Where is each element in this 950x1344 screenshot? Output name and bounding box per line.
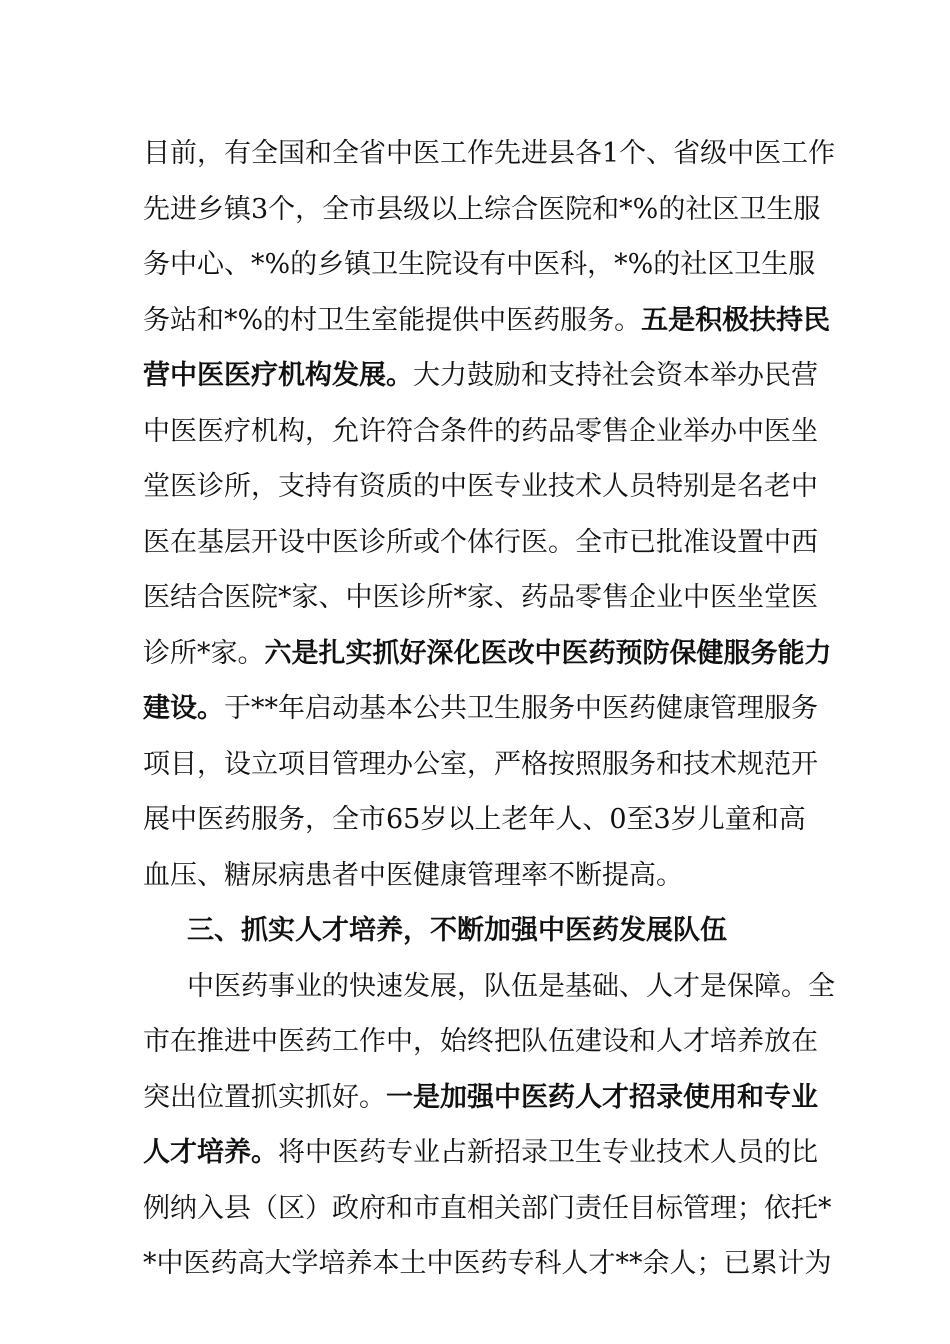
text-line-20: 例纳入县（区）政府和市直相关部门责任目标管理；依托* — [143, 1192, 832, 1224]
text-line-9: 医结合医院*家、中医诊所*家、药品零售企业中医坐堂医 — [143, 582, 818, 613]
bold-phrase: 六是扎实抓好深化医改中医药预防保健服务能力 — [264, 637, 832, 669]
text-line-10: 诊所*家。六是扎实抓好深化医改中医药预防保健服务能力 — [143, 637, 832, 669]
text-line-7: 堂医诊所，支持有资质的中医专业技术人员特别是名老中 — [143, 471, 818, 502]
text-line-16: 中医药事业的快速发展，队伍是基础、人才是保障。全 — [187, 970, 835, 1002]
bold-phrase: 人才培养。 — [143, 1137, 278, 1168]
text-line-1: 目前，有全国和全省中医工作先进县各1个、省级中医工作 — [143, 138, 836, 169]
text-line-2: 先进乡镇3个，全市县级以上综合医院和*%的社区卫生服 — [143, 193, 821, 225]
bold-phrase: 一是加强中医药人才招录使用和专业 — [386, 1081, 818, 1113]
text-line-3: 务中心、*%的乡镇卫生院设有中医科，*%的社区卫生服 — [143, 249, 816, 280]
text-line-12: 项目，设立项目管理办公室，严格按照服务和技术规范开 — [143, 748, 818, 780]
bold-phrase: 五是积极扶持民 — [641, 304, 831, 336]
bold-phrase: 建设。 — [143, 693, 224, 724]
text-line-4: 务站和*%的村卫生室能提供中医药服务。五是积极扶持民 — [143, 304, 831, 336]
document-page — [143, 126, 836, 1292]
text-line-5: 营中医医疗机构发展。大力鼓励和支持社会资本举办民营 — [143, 360, 818, 391]
text-line-21: *中医药高大学培养本土中医药专科人才**余人；已累计为 — [143, 1248, 832, 1279]
text-line-14: 血压、糖尿病患者中医健康管理率不断提高。 — [143, 859, 683, 891]
section-heading: 三、抓实人才培养，不断加强中医药发展队伍 — [187, 915, 727, 946]
text-line-19: 人才培养。将中医药专业占新招录卫生专业技术人员的比 — [143, 1137, 818, 1168]
text-line-18: 突出位置抓实抓好。一是加强中医药人才招录使用和专业 — [143, 1081, 818, 1113]
text-line-11: 建设。于**年启动基本公共卫生服务中医药健康管理服务 — [143, 693, 818, 724]
text-line-6: 中医医疗机构，允许符合条件的药品零售企业举办中医坐 — [143, 415, 818, 447]
bold-phrase: 营中医医疗机构发展。 — [143, 360, 413, 391]
text-line-8: 医在基层开设中医诊所或个体行医。全市已批准设置中西 — [143, 526, 818, 558]
text-line-17: 市在推进中医药工作中，始终把队伍建设和人才培养放在 — [143, 1026, 818, 1057]
text-line-13: 展中医药服务，全市65岁以上老年人、0至3岁儿童和高 — [143, 804, 806, 835]
